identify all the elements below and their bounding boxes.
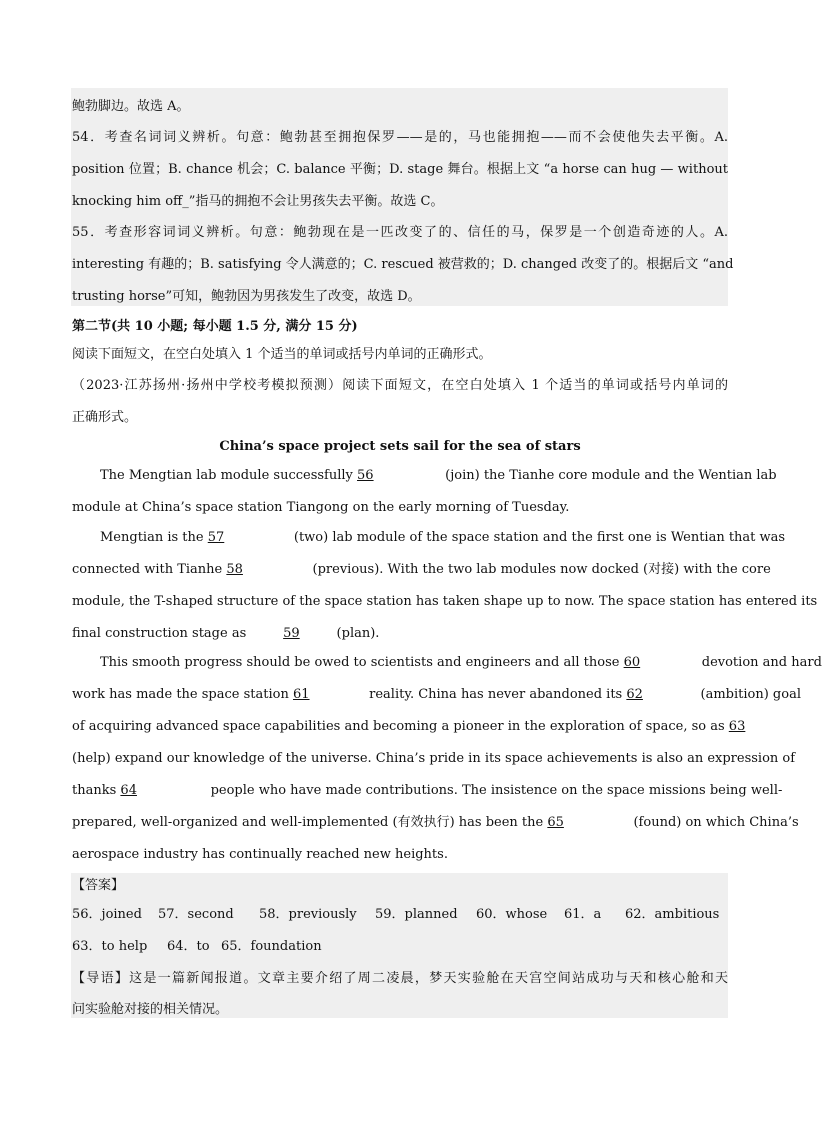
p3-text-c: work has made the space station <box>72 687 289 702</box>
blank-65: 65 <box>547 815 564 830</box>
p3-text-j: prepared, well-organized and well-implemented (有效执行) has been the <box>72 815 544 830</box>
p1-text-a: The Mengtian lab module successfully <box>100 468 353 483</box>
answer-row-2 <box>72 938 322 956</box>
blank-57: 57 <box>207 530 225 545</box>
p2-text-f: final construction stage as <box>72 626 247 641</box>
answer-item: 61．a <box>564 907 602 922</box>
explanation-prev-tail: 鲍勃脚边。故选 A。 <box>72 99 190 114</box>
paragraph-2-line-1 <box>100 529 786 547</box>
p2-text-g: (plan). <box>336 626 380 641</box>
paragraph-3-line-1 <box>100 654 822 672</box>
source-line-1: （2023·江苏扬州·扬州中学校考模拟预测）阅读下面短文，在空白处填入 1 个适当的单词或括号内单词的 <box>72 378 728 393</box>
guide-line-2: 问实验舱对接的相关情况。 <box>72 1002 229 1017</box>
p3-text-f: of acquiring advanced space capabilities and becoming a pioneer in the exploration of space, so as <box>72 719 725 734</box>
paragraph-3-line-4: (help) expand our knowledge of the universe. China’s pride in its space achievements is also an expression of <box>72 751 796 766</box>
p3-text-b: devotion and hard <box>701 655 822 670</box>
answer-item: 62．ambitious <box>625 907 720 922</box>
paragraph-3-line-5 <box>72 782 783 800</box>
section-instruction: 阅读下面短文，在空白处填入 1 个适当的单词或括号内单词的正确形式。 <box>72 347 492 362</box>
section-heading: 第二节(共 10 小题; 每小题 1.5 分, 满分 15 分) <box>72 319 358 334</box>
blank-62: 62 <box>626 687 643 702</box>
paragraph-3-line-6 <box>72 814 799 832</box>
answer-item: 63．to help <box>72 939 148 954</box>
answer-item: 65．foundation <box>221 939 322 954</box>
answer-item: 56．joined <box>72 907 142 922</box>
guide-line-1: 【导语】这是一篇新闻报道。文章主要介绍了周二凌晨，梦天实验舱在天宫空间站成功与天和核心舱和天 <box>72 971 728 986</box>
paragraph-2-line-2 <box>72 561 771 579</box>
answer-item: 64．to <box>167 939 210 954</box>
q55-line-3: trusting horse”可知，鲍勃因为男孩发生了改变，故选 D。 <box>72 289 421 304</box>
answer-item: 58．previously <box>259 907 357 922</box>
p3-text-i: people who have made contributions. The insistence on the space missions being well- <box>210 783 783 798</box>
q54-line-1: 54．考查名词词义辨析。句意：鲍勃甚至拥抱保罗——是的，马也能拥抱——而不会使他失去平衡。A. <box>72 130 728 145</box>
p1-text-b: (join) the Tianhe core module and the Wentian lab <box>445 468 777 483</box>
blank-60: 60 <box>623 655 641 670</box>
answer-row-1 <box>72 906 719 924</box>
paragraph-2-line-3: module, the T-shaped structure of the space station has taken shape up to now. The space station has entered its <box>72 594 818 609</box>
source-line-2: 正确形式。 <box>72 410 138 425</box>
paragraph-3-line-7: aerospace industry has continually reached new heights. <box>72 847 448 862</box>
q54-line-2: position 位置；B. chance 机会；C. balance 平衡；D. stage 舞台。根据上文 “a horse can hug — without <box>72 162 728 177</box>
p3-text-d: reality. China has never abandoned its <box>369 687 623 702</box>
paragraph-3-line-2 <box>72 686 801 704</box>
paragraph-3-line-3 <box>72 718 746 736</box>
paragraph-1-line-2: module at China’s space station Tiangong on the early morning of Tuesday. <box>72 500 570 515</box>
blank-61: 61 <box>292 687 310 702</box>
answer-item: 57．second <box>158 907 234 922</box>
blank-58: 58 <box>226 562 243 577</box>
answer-item: 60．whose <box>476 907 548 922</box>
p2-text-d: (previous). With the two lab modules now docked (对接) with the core <box>312 562 771 577</box>
p3-text-a: This smooth progress should be owed to scientists and engineers and all those <box>100 655 620 670</box>
q55-line-2: interesting 有趣的；B. satisfying 令人满意的；C. rescued 被营救的；D. changed 改变了的。根据后文 “and <box>72 257 734 272</box>
paragraph-1-line-1 <box>100 467 777 485</box>
q55-line-1: 55．考查形容词词义辨析。句意：鲍勃现在是一匹改变了的、信任的马，保罗是一个创造奇迹的人。A. <box>72 225 728 240</box>
q54-line-3: knocking him off_”指马的拥抱不会让男孩失去平衡。故选 C。 <box>72 194 444 209</box>
p3-text-k: (found) on which China’s <box>633 815 799 830</box>
p2-text-c: connected with Tianhe <box>72 562 223 577</box>
p3-text-h: thanks <box>72 783 117 798</box>
answer-label: 【答案】 <box>72 878 125 893</box>
p2-text-a: Mengtian is the <box>100 530 204 545</box>
paragraph-2-line-4 <box>72 625 379 643</box>
passage-title: China’s space project sets sail for the sea of stars <box>219 439 581 454</box>
blank-56: 56 <box>357 468 374 483</box>
blank-63: 63 <box>728 719 746 734</box>
blank-64: 64 <box>120 783 137 798</box>
p2-text-b: (two) lab module of the space station and the first one is Wentian that was <box>293 530 786 545</box>
answer-item: 59．planned <box>375 907 458 922</box>
blank-59: 59 <box>283 626 300 641</box>
p3-text-e: (ambition) goal <box>700 687 801 702</box>
